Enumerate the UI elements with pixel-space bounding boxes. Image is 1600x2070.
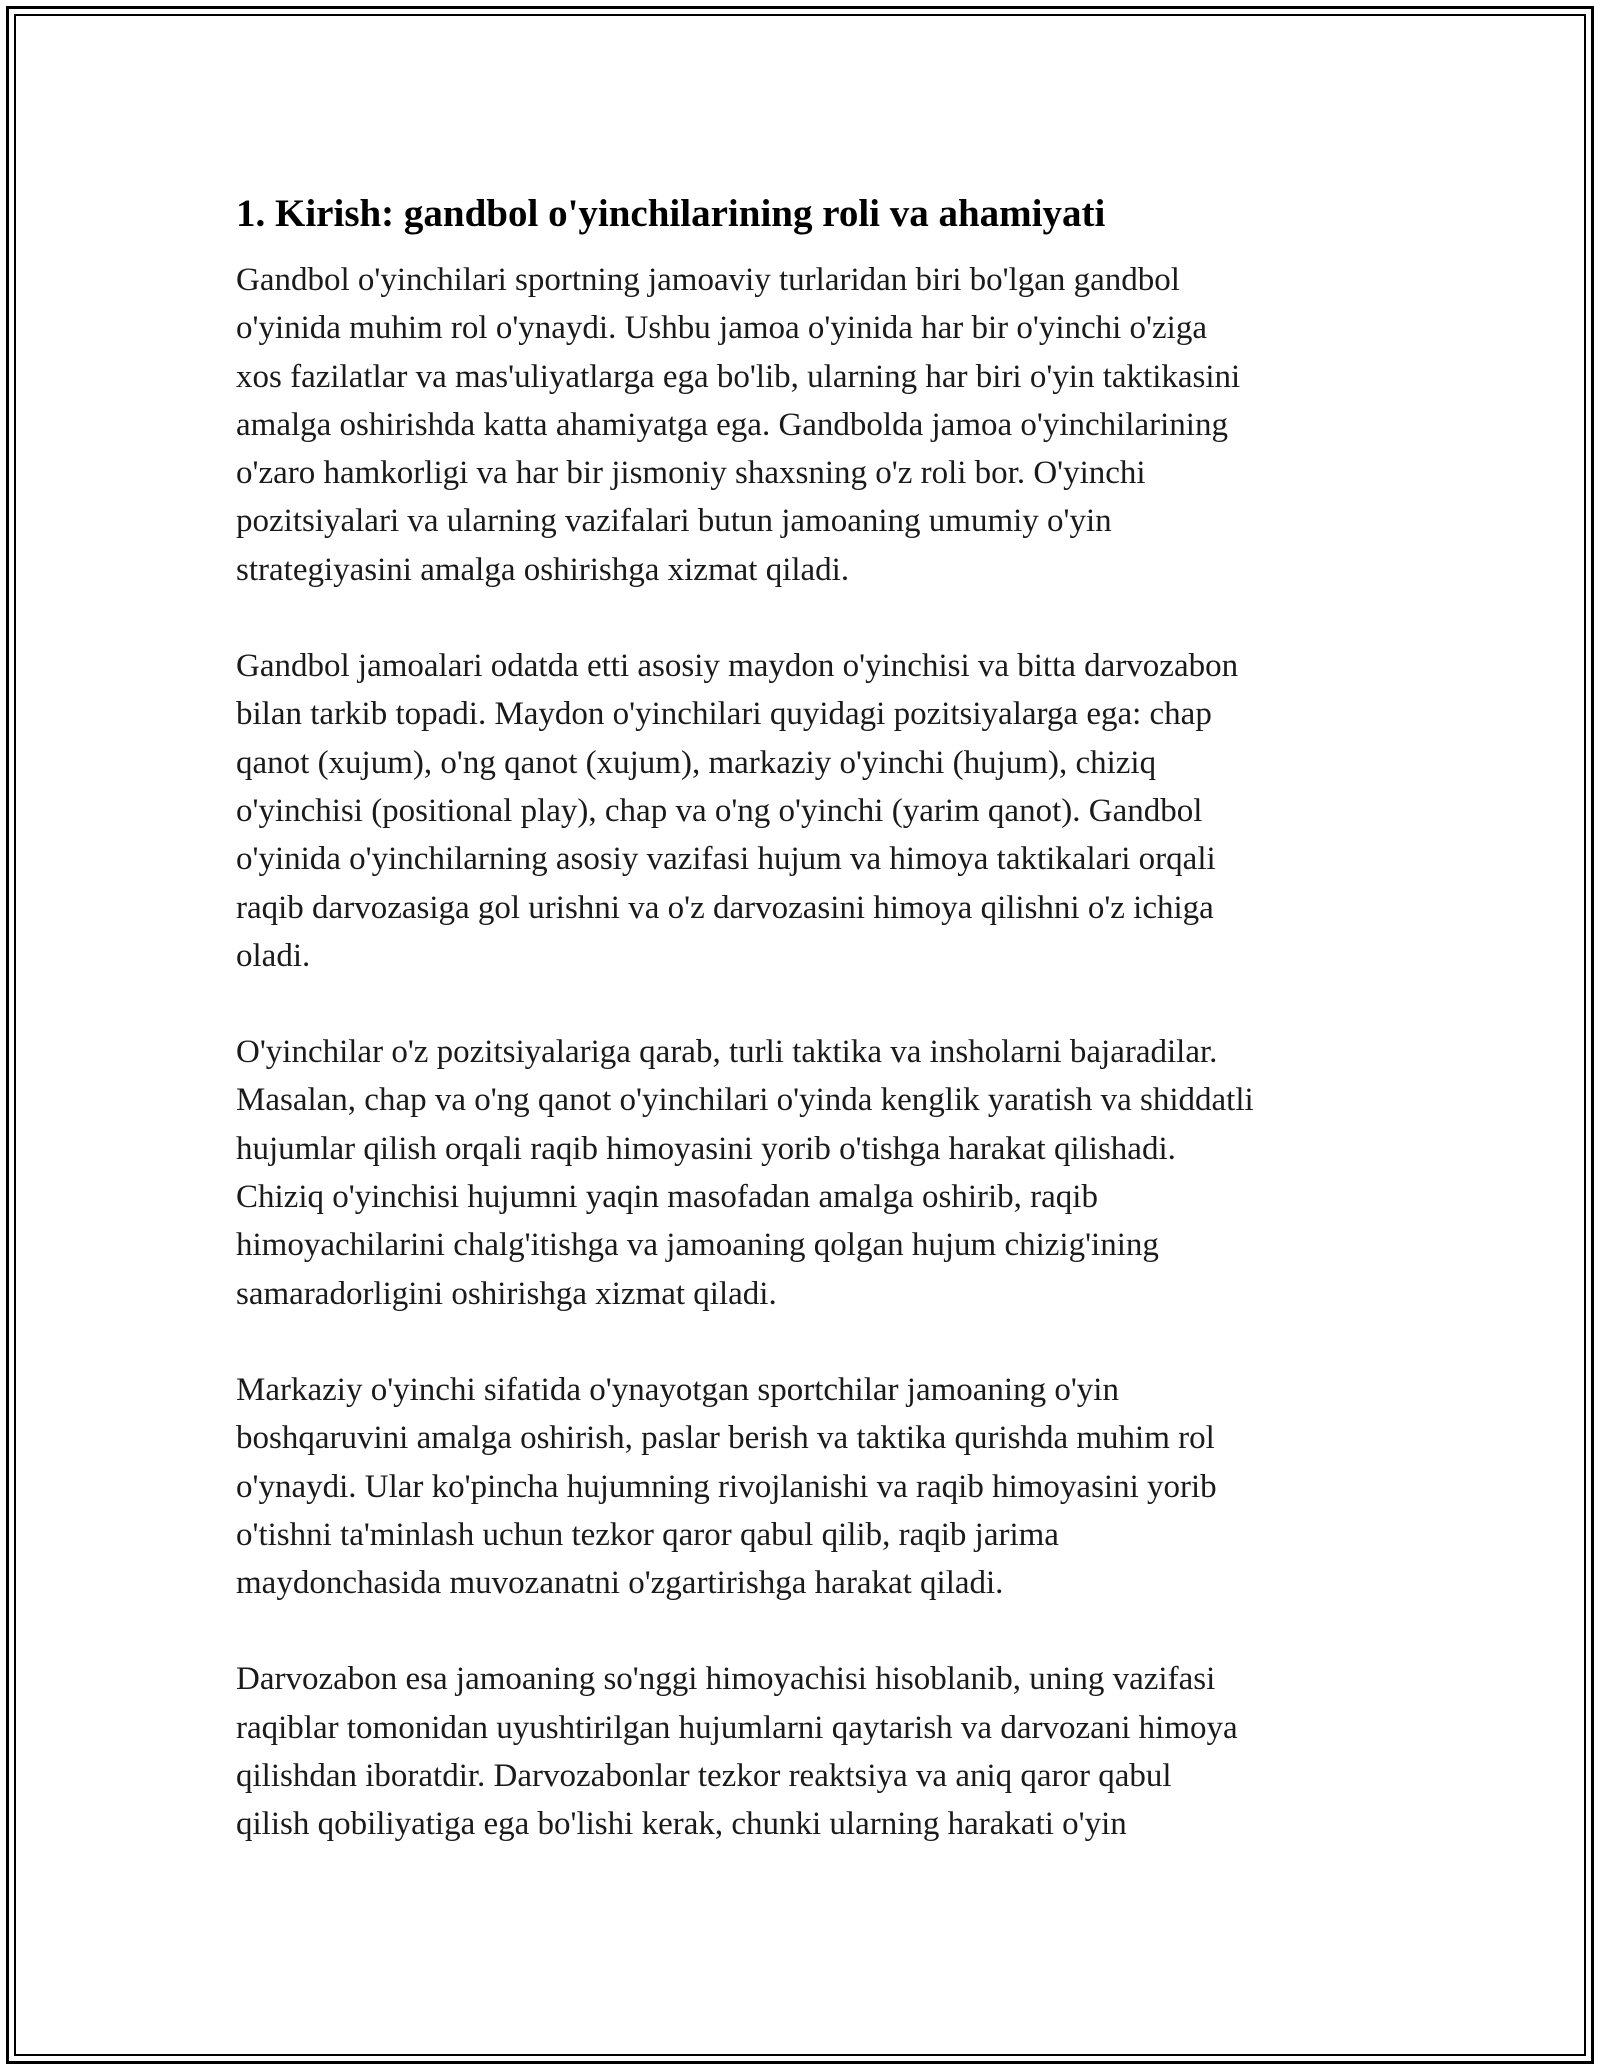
text-line: o'yinchisi (positional play), chap va o'ng o'yinchi (yarim qanot). Gandbol <box>236 792 1203 829</box>
document-body <box>236 186 1376 1849</box>
text-line: himoyachilarini chalg'itishga va jamoaning qolgan hujum chizig'ining <box>236 1227 1159 1264</box>
text-line: maydonchasida muvozanatni o'zgartirishga harakat qiladi. <box>236 1565 1004 1602</box>
text-line: qilishdan iboratdir. Darvozabonlar tezkor reaktsiya va aniq qaror qabul <box>236 1758 1172 1795</box>
section-heading: 1. Kirish: gandbol o'yinchilarining roli va ahamiyati <box>236 192 1106 235</box>
text-line: o'zaro hamkorligi va har bir jismoniy shaxsning o'z roli bor. O'yinchi <box>236 455 1146 492</box>
text-line: Chiziq o'yinchisi hujumni yaqin masofadan amalga oshirib, raqib <box>236 1179 1098 1216</box>
paragraph-2 <box>236 642 1376 980</box>
paragraph-5 <box>236 1655 1376 1848</box>
text-line: qilish qobiliyatiga ega bo'lishi kerak, chunki ularning harakati o'yin <box>236 1806 1127 1843</box>
text-line: o'yinida muhim rol o'ynaydi. Ushbu jamoa o'yinida har bir o'yinchi o'ziga <box>236 310 1207 347</box>
text-line: qanot (xujum), o'ng qanot (xujum), markaziy o'yinchi (hujum), chiziq <box>236 744 1157 781</box>
text-line: boshqaruvini amalga oshirish, paslar berish va taktika qurishda muhim rol <box>236 1420 1215 1457</box>
text-line: pozitsiyalari va ularning vazifalari butun jamoaning umumiy o'yin <box>236 503 1112 540</box>
text-line: samaradorligini oshirishga xizmat qiladi. <box>236 1275 777 1312</box>
text-line: xos fazilatlar va mas'uliyatlarga ega bo'lib, ularning har biri o'yin taktikasini <box>236 358 1241 395</box>
text-line: Gandbol o'yinchilari sportning jamoaviy turlaridan biri bo'lgan gandbol <box>236 262 1180 298</box>
text-line: Gandbol jamoalari odatda etti asosiy maydon o'yinchisi va bitta darvozabon <box>236 648 1239 685</box>
paragraph-4 <box>236 1366 1376 1607</box>
text-line: oladi. <box>236 937 311 974</box>
text-line: o'tishni ta'minlash uchun tezkor qaror qabul qilib, raqib jarima <box>236 1516 1059 1553</box>
text-line: amalga oshirishda katta ahamiyatga ega. Gandbolda jamoa o'yinchilarining <box>236 406 1228 443</box>
text-line: raqiblar tomonidan uyushtirilgan hujumlarni qaytarish va darvozani himoya <box>236 1709 1238 1746</box>
text-line: o'yinida o'yinchilarning asosiy vazifasi hujum va himoya taktikalari orqali <box>236 841 1216 878</box>
text-line: strategiyasini amalga oshirishga xizmat qiladi. <box>236 551 850 588</box>
text-line: Darvozabon esa jamoaning so'nggi himoyachisi hisoblanib, uning vazifasi <box>236 1661 1216 1698</box>
text-line: hujumlar qilish orqali raqib himoyasini yorib o'tishga harakat qilishadi. <box>236 1130 1176 1167</box>
text-line: bilan tarkib topadi. Maydon o'yinchilari quyidagi pozitsiyalarga ega: chap <box>236 696 1212 733</box>
paragraph-3 <box>236 1028 1376 1318</box>
text-line: raqib darvozasiga gol urishni va o'z darvozasini himoya qilishni o'z ichiga <box>236 889 1214 926</box>
text-line: O'yinchilar o'z pozitsiyalariga qarab, turli taktika va insholarni bajaradilar. <box>236 1034 1218 1071</box>
paragraph-1 <box>236 256 1376 594</box>
text-line: o'ynaydi. Ular ko'pincha hujumning rivojlanishi va raqib himoyasini yorib <box>236 1468 1217 1505</box>
text-line: Masalan, chap va o'ng qanot o'yinchilari o'yinda kenglik yaratish va shiddatli <box>236 1082 1254 1119</box>
text-line: Markaziy o'yinchi sifatida o'ynayotgan sportchilar jamoaning o'yin <box>236 1371 1119 1408</box>
